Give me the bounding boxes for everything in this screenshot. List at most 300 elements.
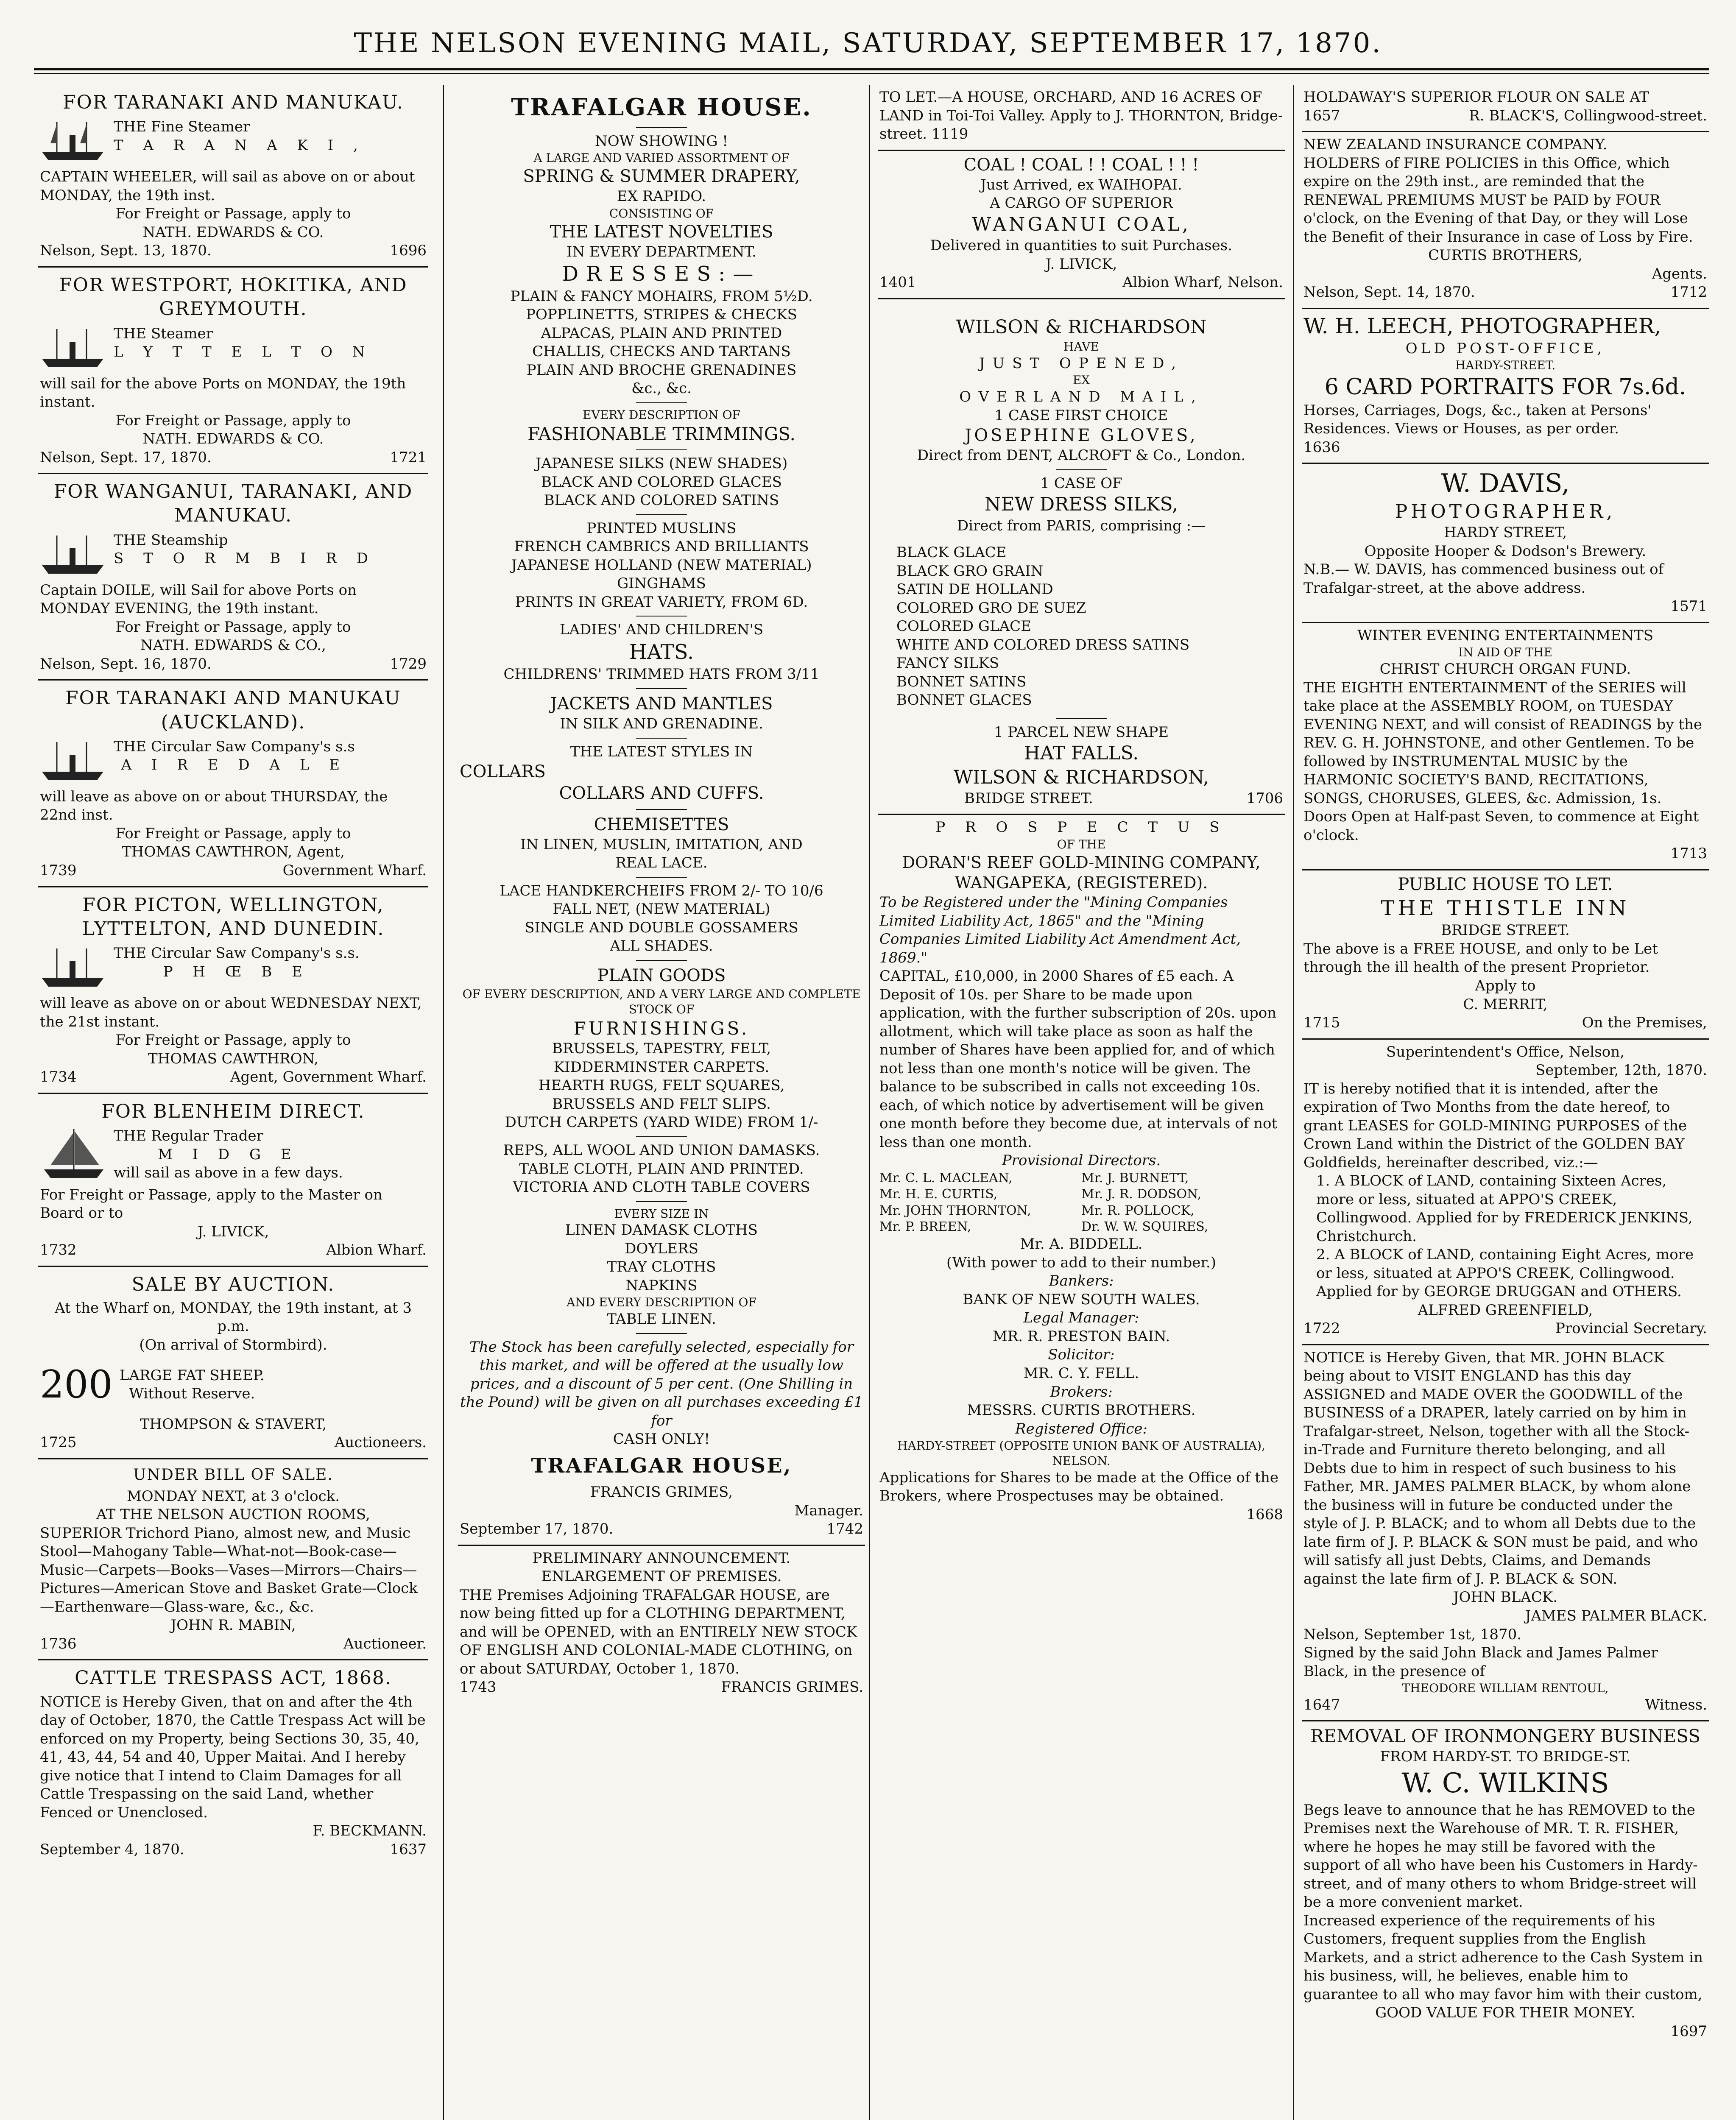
divider	[636, 1333, 687, 1334]
list-item: ALPACAS, PLAIN AND PRINTED	[541, 324, 782, 342]
ad-prospectus	[878, 815, 1285, 1530]
ad-trafalgar-house	[458, 85, 865, 1546]
ad-davis	[1302, 464, 1709, 623]
ad-place: On the Premises,	[1582, 1014, 1707, 1032]
ad-body: 2. A BLOCK of LAND, containing Eight Acres, more or less, situated at APPO'S CREEK, Collingwood. Applied for by GEORGE DRUGGAN and OTHERS.	[1316, 1246, 1694, 1300]
list-item: Mr. J. BURNETT,	[1081, 1170, 1189, 1186]
ad-text: Apply to	[1475, 977, 1536, 994]
ad-body: Signed by the said John Black and James Palmer Black, in the presence of	[1303, 1644, 1658, 1680]
list-item: REPS, ALL WOOL AND UNION DAMASKS.	[503, 1142, 820, 1159]
list-item: PRINTS IN GREAT VARIETY, FROM 6D.	[515, 593, 808, 611]
ad-insurance	[1302, 132, 1709, 309]
list-item: Mr. H. E. CURTIS,	[879, 1187, 998, 1202]
column-rule	[443, 85, 444, 2120]
ad-title: THE THISTLE INN	[1381, 896, 1630, 920]
ad-text: Superintendent's Office, Nelson,	[1386, 1043, 1624, 1060]
list-item: TRAY CLOTHS	[607, 1258, 716, 1276]
item-list	[460, 519, 863, 612]
agent-name: JOHN BLACK.	[1453, 1589, 1558, 1606]
ad-heading: FOR TARANAKI AND MANUKAU (AUCKLAND).	[65, 687, 401, 733]
agent-name: THEODORE WILLIAM RENTOUL,	[1402, 1681, 1609, 1696]
ad-place: Provincial Secretary.	[1555, 1320, 1707, 1337]
ad-place: BRIDGE STREET.	[964, 789, 1093, 807]
ad-text: FROM HARDY-ST. TO BRIDGE-ST.	[1380, 1748, 1631, 1766]
ad-title: W. C. WILKINS	[1401, 1767, 1609, 1799]
ad-picton	[38, 887, 428, 1094]
ad-black-notice	[1302, 1345, 1709, 1722]
ad-text: EVERY DESCRIPTION OF	[583, 407, 740, 422]
agent-name: NATH. EDWARDS & CO.,	[140, 637, 326, 654]
column-4	[1302, 85, 1709, 2120]
ad-heading: COLLARS AND CUFFS.	[559, 784, 764, 803]
ad-text: NOW SHOWING !	[595, 132, 728, 150]
ad-place: R. BLACK'S, Collingwood-street.	[1469, 107, 1707, 124]
list-item: LACE HANDKERCHEIFS FROM 2/- TO 10/6	[500, 882, 823, 899]
ad-text: THE Circular Saw Company's s.s	[114, 738, 355, 755]
ad-text: 1 CASE OF	[1040, 474, 1122, 492]
ad-text: Just Arrived, ex WAIHOPAI.	[980, 176, 1182, 193]
ad-number: 1725	[40, 1434, 77, 1451]
divider	[636, 127, 687, 128]
ad-heading: THE LATEST NOVELTIES	[550, 222, 773, 242]
ad-cattle-trespass	[38, 1660, 428, 1865]
ad-heading: FOR WANGANUI, TARANAKI, AND MANUKAU.	[53, 481, 413, 527]
ad-place: Albion Wharf.	[326, 1241, 427, 1259]
divider	[636, 960, 687, 961]
ad-text: BANK OF NEW SOUTH WALES.	[963, 1291, 1200, 1308]
list-item: Mr. R. POLLOCK,	[1081, 1203, 1195, 1218]
divider	[636, 402, 687, 403]
agent-name: JOHN R. MABIN,	[170, 1617, 296, 1634]
ad-text: TABLE LINEN.	[607, 1311, 716, 1328]
ad-title: TRAFALGAR HOUSE,	[531, 1453, 792, 1478]
ad-text: MONDAY NEXT, at 3 o'clock.	[126, 1487, 340, 1505]
item-list	[879, 544, 1283, 710]
sailing-ship-icon	[40, 1127, 108, 1182]
agent-name: NATH. EDWARDS & CO.	[142, 430, 324, 448]
list-item: GINGHAMS	[617, 575, 706, 592]
ad-body: The above is a FREE HOUSE, and only to be Let through the ill health of the present Proprietor.	[1303, 940, 1658, 976]
ad-text: MR. C. Y. FELL.	[1023, 1364, 1139, 1382]
ad-blenheim	[38, 1094, 428, 1267]
ad-text: IN EVERY DEPARTMENT.	[567, 243, 756, 260]
ad-heading: WANGANUI COAL,	[972, 213, 1191, 235]
list-item: BLACK AND COLORED SATINS	[544, 492, 779, 509]
ad-number: 1706	[1246, 789, 1283, 807]
item-list	[460, 455, 863, 510]
ad-heading: ENLARGEMENT OF PREMISES.	[541, 1568, 782, 1585]
ad-body: CAPTAIN WHEELER, will sail as above on or about MONDAY, the 19th inst.	[40, 168, 415, 204]
ad-title: WILSON & RICHARDSON	[956, 316, 1207, 338]
ad-heading: HOLDAWAY'S SUPERIOR FLOUR ON SALE AT	[1303, 89, 1649, 106]
ad-title: W. H. LEECH, PHOTOGRAPHER,	[1303, 313, 1661, 338]
divider	[636, 809, 687, 810]
ad-number: 1742	[826, 1520, 863, 1538]
ad-heading: SALE BY AUCTION.	[131, 1273, 335, 1295]
ad-text: A CARGO OF SUPERIOR	[990, 195, 1173, 212]
ad-body: IT is hereby notified that it is intended, after the expiration of Two Months from the date hereof, to grant LEASES for GOLD-MINING PURPOSES of the Crown Land within the District of the GOLDEN BAY Goldfields, hereinafter described, viz.:—	[1303, 1080, 1687, 1171]
ad-text: LADIES' AND CHILDREN'S	[559, 621, 764, 639]
ad-title: TRAFALGAR HOUSE.	[511, 93, 812, 121]
vessel-name: A I R E D A L E	[121, 756, 348, 774]
ad-place: Auctioneer.	[343, 1635, 427, 1652]
divider	[636, 1136, 687, 1137]
list-item: SINGLE AND DOUBLE GOSSAMERS	[525, 919, 798, 936]
item-list	[460, 287, 863, 398]
ad-date: Nelson, Sept. 14, 1870.	[1303, 284, 1475, 301]
ad-heading: FASHIONABLE TRIMMINGS.	[527, 423, 795, 444]
ad-number: 1697	[1670, 2022, 1707, 2040]
ad-text: THE Steamship	[114, 531, 228, 549]
column-3	[878, 85, 1285, 2120]
ad-text: Solicitor:	[1048, 1346, 1115, 1364]
agent-name: J. LIVICK,	[197, 1223, 269, 1240]
ad-heading: DRESSES:—	[562, 262, 761, 286]
list-item: SATIN DE HOLLAND	[896, 581, 1053, 598]
ad-text: CONSISTING OF	[609, 206, 714, 220]
ad-date: Nelson, Sept. 16, 1870.	[40, 655, 212, 672]
list-item: BRUSSELS, TAPESTRY, FELT,	[552, 1040, 771, 1057]
ad-to-let	[878, 85, 1285, 151]
column-rule	[869, 85, 870, 2120]
ad-number: 1732	[40, 1241, 77, 1259]
ad-text: Mr. A. BIDDELL.	[1020, 1236, 1143, 1253]
list-item: BONNET GLACES	[896, 692, 1032, 709]
agent-name: J. LIVICK,	[1045, 255, 1117, 273]
ad-preliminary	[458, 1546, 865, 1703]
list-item: TABLE CLOTH, PLAIN AND PRINTED.	[519, 1160, 804, 1177]
ad-text: Delivered in quantities to suit Purchases.	[930, 237, 1232, 254]
ad-text: Registered Office:	[1015, 1420, 1147, 1437]
list-item: Mr. C. L. MACLEAN,	[879, 1170, 1013, 1186]
ad-text: AND EVERY DESCRIPTION OF	[567, 1295, 756, 1310]
divider	[1056, 718, 1107, 719]
ad-body: To be Registered under the "Mining Companies Limited Liability Act, 1865" and the "Mining Companies Limited Liability Act Amendment Act, 1869."	[879, 894, 1241, 966]
list-item: POPPLINETTS, STRIPES & CHECKS	[526, 306, 797, 324]
ad-gold-leases	[1302, 1040, 1709, 1345]
ad-text: THE LATEST STYLES IN	[570, 743, 753, 760]
ad-text: For Freight or Passage, apply to	[115, 618, 351, 636]
ad-text: EX	[1072, 373, 1090, 388]
list-item: LINEN DAMASK CLOTHS	[565, 1222, 758, 1239]
ad-text: CASH ONLY!	[613, 1431, 710, 1448]
ad-number: 1636	[1303, 438, 1340, 456]
steamship-icon	[40, 738, 108, 784]
directors-list	[879, 1170, 1283, 1236]
masthead: THE NELSON EVENING MAIL, SATURDAY, SEPTEMBER 17, 1870.	[354, 28, 1382, 59]
ad-number: 1734	[40, 1068, 77, 1086]
ad-text: Direct from PARIS, comprising :—	[957, 517, 1206, 534]
ad-heading: COAL ! COAL ! ! COAL ! ! !	[963, 155, 1199, 175]
ad-text: IN LINEN, MUSLIN, IMITATION, AND	[520, 836, 803, 853]
ad-body: Increased experience of the requirements of his Customers, frequent supplies from the English Markets, and a strict adherence to the Cash System in his business, will, he believes, enable him to guarantee to all who may favor him with their custom,	[1303, 1912, 1703, 2003]
item-list	[460, 1141, 863, 1197]
ad-text: AT THE NELSON AUCTION ROOMS,	[96, 1506, 370, 1523]
ad-place: Auctioneers.	[334, 1434, 427, 1451]
list-item: JAPANESE HOLLAND (NEW MATERIAL)	[511, 556, 812, 574]
ad-text: EVERY SIZE IN	[614, 1206, 709, 1221]
vessel-name: M I D G E	[158, 1146, 299, 1163]
ad-body: Captain DOILE, will Sail for above Ports on MONDAY EVENING, the 19th instant.	[40, 581, 357, 617]
ad-text: MESSRS. CURTIS BROTHERS.	[967, 1402, 1196, 1419]
ad-body: 1. A BLOCK of LAND, containing Sixteen Acres, more or less, situated at APPO'S CREEK, Collingwood. Applied for by FREDERICK JENKINS, Christchurch.	[1316, 1172, 1693, 1245]
ad-text: HARDY-STREET.	[1455, 358, 1556, 373]
list-item: BRUSSELS AND FELT SLIPS.	[552, 1095, 771, 1113]
ad-text: THE Steamer	[114, 325, 213, 342]
ad-heading: P R O S P E C T U S	[935, 819, 1227, 836]
column-2	[458, 85, 865, 2120]
agent-name: CURTIS BROTHERS,	[1428, 247, 1582, 264]
list-item: CHALLIS, CHECKS AND TARTANS	[532, 343, 791, 360]
ad-heading: HATS.	[629, 640, 694, 664]
ad-heading: OLD POST-OFFICE,	[1405, 340, 1605, 357]
ad-number: 1722	[1303, 1320, 1340, 1337]
ad-text: A LARGE AND VARIED ASSORTMENT OF	[533, 151, 790, 165]
list-item: BLACK AND COLORED GLACES	[541, 473, 782, 491]
list-item: FRENCH CAMBRICS AND BRILLIANTS	[514, 538, 809, 555]
ad-text: HAVE	[1063, 339, 1099, 354]
ad-text: 1 CASE FIRST CHOICE	[994, 407, 1168, 424]
ad-text: 1 PARCEL NEW SHAPE	[994, 723, 1169, 741]
ad-body: THE Premises Adjoining TRAFALGAR HOUSE, are now being fitted up for a CLOTHING DEPARTMENT, and will be OPENED, with an ENTIRELY NEW STOCK OF ENGLISH AND COLONIAL-MADE CLOTHING, on or about SATURDAY, October 1, 1870.	[460, 1586, 857, 1677]
ad-place: Albion Wharf, Nelson.	[1122, 274, 1283, 291]
ad-title: DORAN'S REEF GOLD-MINING COMPANY, WANGAPEKA, (REGISTERED).	[902, 853, 1261, 893]
ad-body: Horses, Carriages, Dogs, &c., taken at Persons' Residences. Views or Houses, as per order.	[1303, 402, 1652, 438]
ad-text: Bankers:	[1049, 1272, 1114, 1290]
divider	[636, 738, 687, 739]
column-1	[38, 85, 428, 2120]
ad-text: Without Reserve.	[129, 1385, 255, 1403]
ad-text: Provisional Directors.	[1002, 1152, 1161, 1169]
ad-text: Legal Manager:	[1023, 1309, 1139, 1327]
list-item: PLAIN AND BROCHE GRENADINES	[526, 361, 797, 379]
ad-westport	[38, 268, 428, 474]
ad-text: MR. R. PRESTON BAIN.	[992, 1328, 1170, 1345]
divider	[636, 449, 687, 450]
ad-number: 1713	[1670, 845, 1707, 862]
ad-heading: SPRING & SUMMER DRAPERY,	[523, 167, 800, 187]
list-item: KIDDERMINSTER CARPETS.	[553, 1058, 770, 1076]
ad-body: NOTICE is Hereby Given, that on and after the 4th day of October, 1870, the Cattle Trespass Act will be enforced on my Property, being Sections 30, 35, 40, 41, 43, 44, 54 and 40, Upper Maitai. And I hereby give notice that I intend to Claim Damages for all Cattle Trespassing on the said Land, whether Fenced or Unenclosed.	[40, 1693, 426, 1821]
divider	[636, 877, 687, 878]
ad-body: The Stock has been carefully selected, especially for this market, and will be offered at the usually low prices, and a discount of 5 per cent. (One Shilling in the Pound) will be given on all purchases exceeding £1 for	[460, 1338, 863, 1429]
ad-place: Witness.	[1645, 1696, 1707, 1713]
ad-heading: JUST OPENED,	[979, 354, 1184, 372]
masthead-rule	[34, 68, 1709, 74]
ad-number: 1739	[40, 862, 77, 879]
ad-number: 1721	[390, 449, 427, 466]
ad-coal	[878, 151, 1285, 299]
ad-public-house	[1302, 870, 1709, 1040]
ad-body: CAPITAL, £10,000, in 2000 Shares of £5 each. A Deposit of 10s. per Share to be made upon application, with the further subscription of 20s. upon allotment, which will take place as soon as half the number of Shares have been applied for, and of which not less than one month's notice will be given. The balance to be subscribed in calls not exceeding 10s. each, of which notice by advertisement will be given one month before they become due, at intervals of not less than one month.	[879, 968, 1278, 1151]
agent-name: NATH. EDWARDS & CO.	[142, 223, 324, 241]
ad-auction	[38, 1267, 428, 1459]
ad-heading: COLLARS	[460, 762, 546, 782]
ad-text: (On arrival of Stormbird).	[139, 1336, 327, 1353]
ad-text: GOOD VALUE FOR THEIR MONEY.	[1375, 2004, 1636, 2022]
agent-name: FRANCIS GRIMES.	[721, 1679, 863, 1696]
ad-number: 1668	[1246, 1506, 1283, 1523]
ad-text: For Freight or Passage, apply to	[115, 1032, 351, 1049]
ad-text: CHILDRENS' TRIMMED HATS FROM 3/11	[503, 666, 820, 683]
ad-body: At the Wharf on, MONDAY, the 19th instant, at 3 p.m.	[54, 1299, 412, 1335]
ad-body: TO LET.—A HOUSE, ORCHARD, AND 16 ACRES OF LAND in Toi-Toi Valley. Apply to J. THORNTON, Bridge-street. 1119	[879, 89, 1283, 143]
list-item: PLAIN & FANCY MOHAIRS, FROM 5½D.	[510, 287, 813, 305]
ad-body: NOTICE is Hereby Given, that MR. JOHN BLACK being about to VISIT ENGLAND has this day ASSIGNED and MADE OVER the GOODWILL of the BUSINESS of a DRAPER, lately carried on by him in Trafalgar-street, Nelson, together with all the Stock-in-Trade and Furniture thereto belonging, and all Debts due to him in respect of such business to his Father, MR. JAMES PALMER BLACK, by whom alone the business will in future be conducted under the style of J. P. BLACK; and to whom all Debts due to the late firm of J. P. BLACK & SON must be paid, and who will satisfy all just Debts, Claims, and Demands against the late firm of J. P. BLACK & SON.	[1303, 1349, 1698, 1587]
ad-number: 1712	[1670, 284, 1707, 301]
ad-place: Government Wharf.	[282, 862, 427, 879]
ad-ironmongery	[1302, 1721, 1709, 2047]
ad-number: 1736	[40, 1635, 77, 1652]
vessel-name: L Y T T E L T O N	[114, 343, 373, 361]
list-item: HEARTH RUGS, FELT SQUARES,	[538, 1077, 785, 1094]
ad-text: Direct from DENT, ALCROFT & Co., London.	[917, 447, 1246, 464]
ad-body: Applications for Shares to be made at the Office of the Brokers, where Prospectuses may be obtained.	[879, 1469, 1278, 1505]
vessel-name: S T O R M B I R D	[114, 550, 376, 567]
ad-text: For Freight or Passage, apply to	[115, 205, 351, 223]
list-item: FANCY SILKS	[896, 655, 999, 672]
ad-text: Opposite Hooper & Dodson's Brewery.	[1364, 542, 1647, 560]
ad-text: IN SILK AND GRENADINE.	[560, 715, 763, 733]
steamship-icon	[40, 944, 108, 991]
ad-heading: WINTER EVENING ENTERTAINMENTS	[1357, 627, 1654, 644]
ad-heading: FOR WESTPORT, HOKITIKA, AND GREYMOUTH.	[59, 274, 407, 320]
ad-text: Agents.	[1652, 265, 1707, 282]
ad-date: September, 12th, 1870.	[1535, 1062, 1707, 1079]
agent-name: FRANCIS GRIMES,	[590, 1484, 733, 1501]
vessel-name: T A R A N A K I ,	[114, 137, 366, 154]
ad-heading: PLAIN GOODS	[597, 965, 726, 985]
ad-body: will leave as above on or about WEDNESDAY NEXT, the 21st instant.	[40, 995, 422, 1030]
ad-body: will sail as above in a few days.	[114, 1164, 343, 1182]
ad-text: HARDY-STREET (OPPOSITE UNION BANK OF AUSTRALIA), NELSON.	[897, 1439, 1265, 1468]
ad-heading: FOR PICTON, WELLINGTON, LYTTELTON, AND DUNEDIN.	[82, 894, 385, 940]
ad-text: OF THE	[1057, 837, 1106, 851]
list-item: FALL NET, (NEW MATERIAL)	[553, 901, 770, 918]
steamship-icon	[40, 531, 108, 578]
ad-text: HARDY STREET,	[1443, 524, 1567, 541]
item-list	[460, 1221, 863, 1295]
ad-text: (With power to add to their number.)	[946, 1254, 1216, 1271]
item-list	[460, 1040, 863, 1132]
ad-text: For Freight or Passage, apply to the Master on Board or to	[40, 1186, 382, 1222]
ad-heading: REMOVAL OF IRONMONGERY BUSINESS	[1310, 1726, 1700, 1747]
ad-heading: HAT FALLS.	[1024, 742, 1139, 764]
lot-count: 200	[40, 1362, 113, 1407]
ad-heading: NEW ZEALAND INSURANCE COMPANY.	[1303, 136, 1608, 153]
list-item: NAPKINS	[625, 1277, 698, 1294]
ad-text: EX RAPIDO.	[617, 188, 706, 205]
ad-text: For Freight or Passage, apply to	[115, 412, 351, 429]
ad-wilson-richardson	[878, 299, 1285, 815]
ad-heading: NEW DRESS SILKS,	[984, 494, 1178, 516]
ad-heading: JACKETS AND MANTLES	[550, 694, 773, 714]
ad-body: will leave as above on or about THURSDAY, the 22nd inst.	[40, 788, 388, 824]
ad-holdaway	[1302, 85, 1709, 132]
list-item: PRINTED MUSLINS	[586, 519, 737, 537]
ad-title: W. DAVIS,	[1441, 469, 1570, 499]
ad-entertainments	[1302, 623, 1709, 870]
list-item: BLACK GRO GRAIN	[896, 562, 1044, 580]
ad-heading: CHRIST CHURCH ORGAN FUND.	[1379, 661, 1631, 678]
ad-heading: CHEMISETTES	[594, 815, 729, 834]
ad-heading: PHOTOGRAPHER,	[1395, 500, 1616, 522]
steamship-icon	[40, 118, 108, 165]
list-item: VICTORIA AND CLOTH TABLE COVERS	[513, 1179, 810, 1196]
agent-name: THOMAS CAWTHRON, Agent,	[122, 843, 345, 861]
ad-body: N.B.— W. DAVIS, has commenced business out of Trafalgar-street, at the above address.	[1303, 561, 1664, 597]
ad-heading: 6 CARD PORTRAITS FOR 7s.6d.	[1324, 374, 1686, 400]
ad-date: September 4, 1870.	[40, 1841, 184, 1858]
list-item: WHITE AND COLORED DRESS SATINS	[896, 636, 1190, 653]
list-item: BLACK GLACE	[896, 544, 1007, 561]
ad-text: THE Regular Trader	[114, 1127, 263, 1145]
ad-heading: JOSEPHINE GLOVES,	[965, 426, 1198, 446]
ad-heading: UNDER BILL OF SALE.	[133, 1466, 333, 1484]
steamship-icon	[40, 325, 108, 371]
ad-body: SUPERIOR Trichord Piano, almost new, and Music Stool—Mahogany Table—What-not—Book-case—Music—Carpets—Books—Vases—Mirrors—Chairs—Pictures—American Stove and Basket Grate—Clock—Earthenware—Glass-ware, &c., &c.	[40, 1524, 418, 1615]
list-item: COLORED GRO DE SUEZ	[896, 599, 1086, 616]
ad-text: For Freight or Passage, apply to	[115, 825, 351, 842]
divider	[636, 514, 687, 515]
ad-date: Nelson, Sept. 17, 1870.	[40, 449, 212, 466]
ad-text: BRIDGE STREET.	[1441, 922, 1570, 939]
ad-body: THE EIGHTH ENTERTAINMENT of the SERIES will take place at the ASSEMBLY ROOM, on TUESDAY EVENING NEXT, and will consist of READINGS by the REV. G. H. JOHNSTONE, and other Gentlemen. To be followed by INSTRUMENTAL MUSIC by the HARMONIC SOCIETY'S BAND, RECITATIONS, SONGS, CHORUSES, GLEES, &c. Admission, 1s. Doors Open at Half-past Seven, to commence at Eight o'clock.	[1303, 679, 1703, 844]
list-item: JAPANESE SILKS (NEW SHADES)	[535, 455, 788, 472]
agent-name: C. MERRIT,	[1463, 996, 1548, 1013]
ad-heading: PRELIMINARY ANNOUNCEMENT.	[532, 1549, 791, 1567]
item-list	[460, 882, 863, 956]
ad-heading: FOR BLENHEIM DIRECT.	[101, 1100, 365, 1122]
ad-body: HOLDERS of FIRE POLICIES in this Office, which expire on the 29th inst., are reminded that the RENEWAL PREMIUMS MUST be PAID by FOUR o'clock, on the Evening of that Day, or they will Lose the Benefit of their Insurance in case of Loss by Fire.	[1303, 154, 1693, 245]
ad-text: Manager.	[794, 1502, 863, 1519]
ad-heading: FURNISHINGS.	[573, 1018, 750, 1039]
ad-title: WILSON & RICHARDSON,	[953, 766, 1209, 788]
ad-number: 1637	[390, 1841, 427, 1858]
ad-auckland	[38, 681, 428, 887]
ad-place: Agent, Government Wharf.	[230, 1068, 427, 1086]
ad-text: Brokers:	[1050, 1383, 1113, 1400]
divider	[636, 1201, 687, 1202]
agent-name: F. BECKMANN.	[313, 1822, 427, 1840]
list-item: &c., &c.	[631, 380, 692, 397]
ad-text: REAL LACE.	[615, 854, 708, 872]
ad-bill-of-sale	[38, 1459, 428, 1661]
ad-heading: FOR TARANAKI AND MANUKAU.	[63, 92, 404, 113]
ad-date: Nelson, Sept. 13, 1870.	[40, 242, 212, 259]
ad-text: THE Circular Saw Company's s.s.	[114, 945, 360, 962]
ad-heading: CATTLE TRESPASS ACT, 1868.	[75, 1667, 392, 1689]
list-item: DOYLERS	[625, 1240, 698, 1257]
ad-heading: PUBLIC HOUSE TO LET.	[1398, 874, 1613, 894]
list-item: ALL SHADES.	[610, 937, 713, 955]
ad-taranaki	[38, 85, 428, 268]
divider	[1056, 469, 1107, 470]
list-item: DUTCH CARPETS (YARD WIDE) FROM 1/-	[505, 1114, 818, 1131]
ad-number: 1657	[1303, 107, 1340, 124]
lot-item: LARGE FAT SHEEP.	[119, 1367, 265, 1384]
ad-date: Nelson, September 1st, 1870.	[1303, 1626, 1522, 1643]
ad-body: will sail for the above Ports on MONDAY, the 19th instant.	[40, 375, 406, 411]
agent-name: JAMES PALMER BLACK.	[1525, 1607, 1707, 1624]
ad-number: 1715	[1303, 1014, 1340, 1032]
vessel-name: P H Œ B E	[163, 963, 310, 980]
ad-number: 1401	[879, 274, 916, 291]
ad-number: 1696	[390, 242, 427, 259]
ad-wanganui	[38, 474, 428, 681]
ad-text: IN AID OF THE	[1458, 645, 1552, 660]
list-item: Mr. J. R. DODSON,	[1081, 1187, 1201, 1202]
